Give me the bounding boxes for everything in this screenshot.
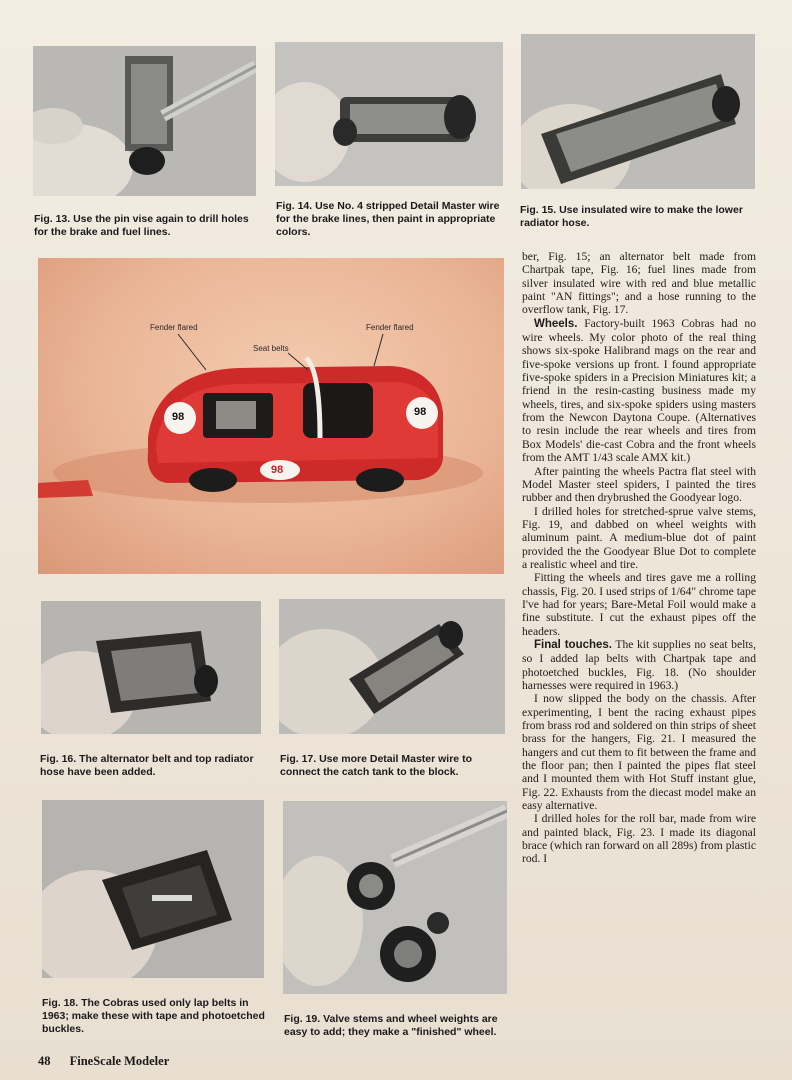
section-body-wheels: Factory-built 1963 Cobras had no wire wheels. My color photo of the real thing shows six-spoke Halibrand mags on the rear and five-spoke versions up front. I found appropriate five-spoke spiders in a Precision Miniatures kit; a friend in the resin-casting business made my wheels, tires, and six-spoke spiders using masters from the Newcon Daytona Coupe. (Alternatives to resin include the rear wheels and tires from Box Models' die-cast Cobra and the front wheels from the AMT 1/43 scale AMX kit.): [522, 316, 756, 465]
fig19-caption: Fig. 19. Valve stems and wheel weights are easy to add; they make a "finished" wheel.: [284, 1013, 498, 1038]
article-column: [522, 250, 756, 866]
article-paragraph: After painting the wheels Pactra flat steel with Model Master steel spiders, I painted the tires rubber and then drybrushed the Goodyear logo.: [522, 464, 756, 505]
fig19-photo: [283, 801, 507, 994]
fig16-photo: [41, 601, 261, 734]
page-number: 48: [38, 1054, 51, 1068]
article-paragraph: [522, 317, 756, 465]
cobra-hero-photo: [38, 258, 504, 574]
race-number-front: 98: [172, 411, 185, 423]
label-seat-belts: Seat belts: [253, 344, 289, 353]
section-head-wheels: Wheels.: [534, 317, 578, 330]
fig17-caption: Fig. 17. Use more Detail Master wire to connect the catch tank to the block.: [280, 753, 472, 778]
section-head-final-touches: Final touches.: [534, 638, 612, 651]
fig14-caption: Fig. 14. Use No. 4 stripped Detail Master wire for the brake lines, then paint in appropriate colors.: [276, 200, 500, 238]
fig15-caption: Fig. 15. Use insulated wire to make the lower radiator hose.: [520, 204, 743, 229]
fig17-photo: [279, 599, 505, 734]
fig13-caption: Fig. 13. Use the pin vise again to drill holes for the brake and fuel lines.: [34, 213, 249, 238]
fig18-caption: Fig. 18. The Cobras used only lap belts in 1963; make these with tape and photoetched buckles.: [42, 997, 265, 1035]
article-paragraph: Fitting the wheels and tires gave me a rolling chassis, Fig. 20. I used strips of 1/64" chrome tape I've had for years; Bare-Metal Foil would make a fine substitute. I cut the exhaust pipes off the headers.: [522, 571, 756, 638]
article-paragraph: I now slipped the body on the chassis. After experimenting, I bent the racing exhaust pipes from brass rod and soldered on thin strips of sheet brass for the hangers, Fig. 21. I measured the hangers and cut them to fit between the frame and the floor pan; then I painted the pipes flat steel and I mounted them with Hot Stuff instant glue, Fig. 22. Exhausts from the diecast model make an easy alternative.: [522, 692, 756, 813]
page-footer: [38, 1054, 169, 1069]
race-number-rear: 98: [414, 406, 427, 418]
label-fender-flared-right: Fender flared: [366, 323, 414, 332]
article-paragraph: [522, 638, 756, 692]
label-fender-flared-left: Fender flared: [150, 323, 198, 332]
fig18-photo: [42, 800, 264, 978]
race-number-door: 98: [271, 464, 284, 476]
article-paragraph: I drilled holes for stretched-sprue valve stems, Fig. 19, and dabbed on wheel weights with aluminum paint. A medium-blue dot of paint provided the the Goodyear Blue Dot to complete a realistic wheel and tire.: [522, 504, 756, 571]
magazine-name: FineScale Modeler: [69, 1054, 170, 1068]
fig13-photo: [33, 46, 256, 196]
fig14-photo: [275, 42, 503, 186]
fig16-caption: Fig. 16. The alternator belt and top radiator hose have been added.: [40, 753, 254, 778]
article-paragraph: ber, Fig. 15; an alternator belt made from Chartpak tape, Fig. 16; fuel lines made from silver insulated wire with red and blue metallic paint "AN fittings"; and a hose running to the overflow tank, Fig. 17.: [522, 250, 756, 317]
section-body-final-touches: The kit supplies no seat belts, so I added lap belts with Chartpak tape and photoetched buckles, Fig. 18. (No shoulder harnesses were required in 1963.): [522, 637, 756, 692]
fig15-photo: [521, 34, 755, 189]
article-paragraph: I drilled holes for the roll bar, made from wire and painted black, Fig. 23. I made its diagonal brace (which ran forward on all 289s) from plastic rod. I: [522, 812, 756, 866]
